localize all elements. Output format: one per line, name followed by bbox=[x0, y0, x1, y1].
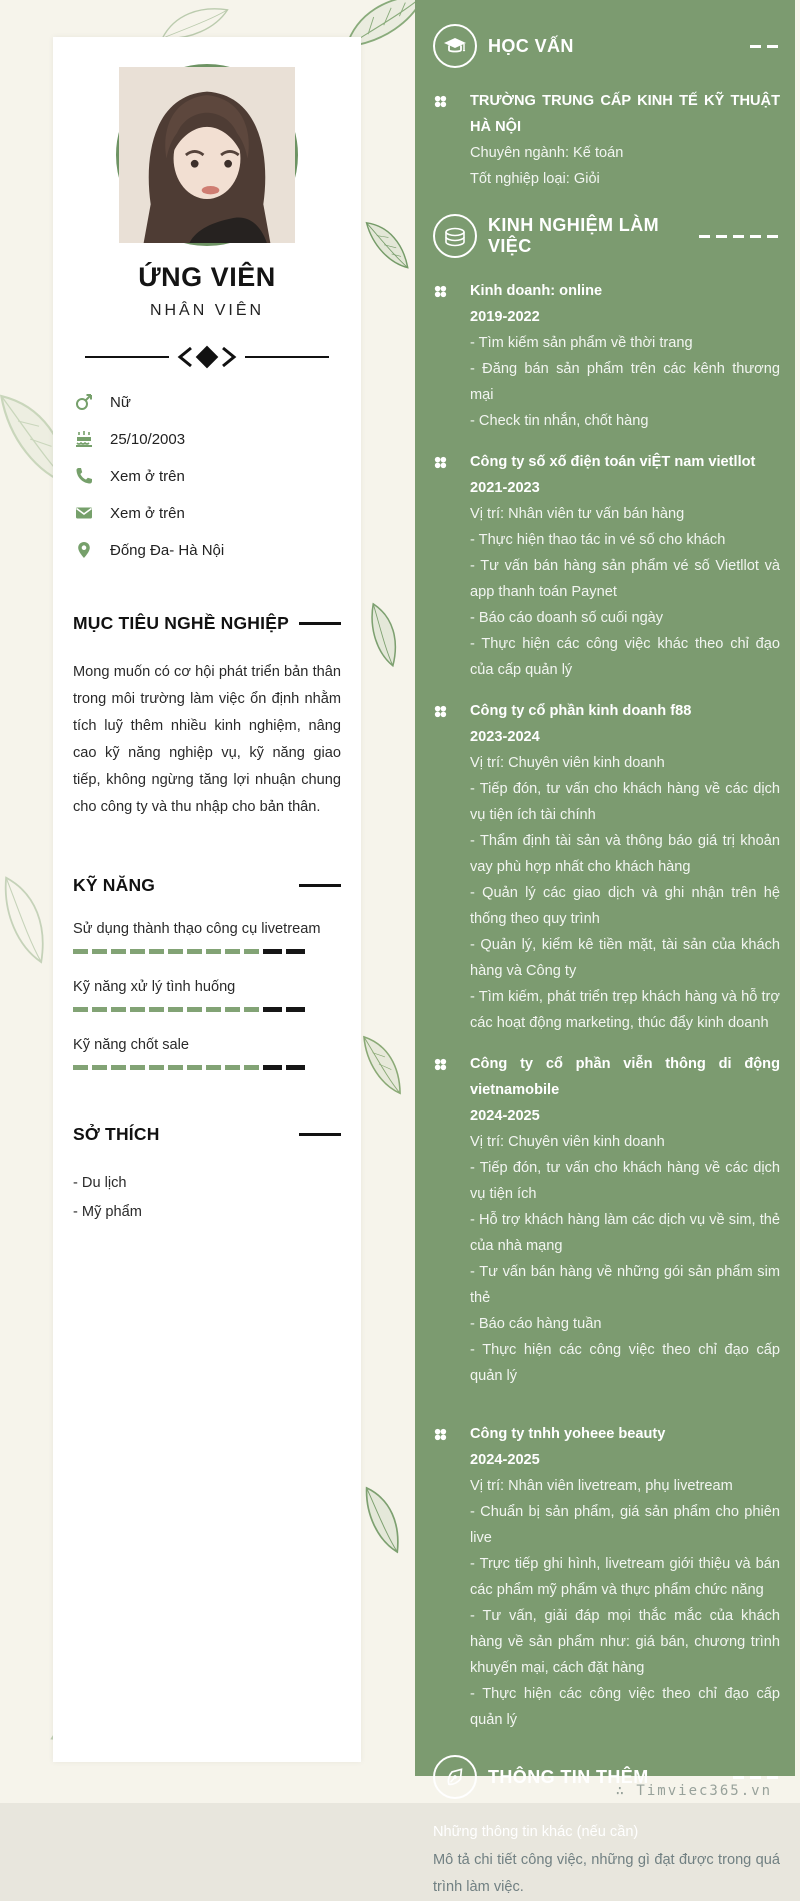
skill-segment-filled bbox=[244, 1065, 259, 1070]
dash bbox=[767, 45, 778, 48]
experience-lines bbox=[470, 1473, 780, 1733]
gender-icon bbox=[75, 393, 93, 411]
skill-segment-filled bbox=[168, 1007, 183, 1012]
hobbies-heading bbox=[73, 1124, 341, 1145]
graduation-cap-icon bbox=[433, 24, 477, 68]
text-line: - Tư vấn bán hàng về những gói sản phẩm sim thẻ bbox=[470, 1264, 780, 1306]
text-line: - Đăng bán sản phẩm trên các kênh thương mại bbox=[470, 361, 780, 403]
text-line: - Tìm kiếm, phát triển trẹp khách hàng và hỗ trợ các hoạt động marketing, thúc đẩy kinh doanh bbox=[470, 989, 780, 1031]
contact-value: Xem ở trên bbox=[110, 467, 185, 485]
dash bbox=[716, 235, 727, 238]
left-column-card bbox=[53, 37, 361, 1762]
skill-segment-filled bbox=[73, 1065, 88, 1070]
avatar bbox=[116, 64, 298, 246]
skill-segment-filled bbox=[244, 949, 259, 954]
experience-lines bbox=[470, 1129, 780, 1389]
section-title: HỌC VẤN bbox=[488, 35, 574, 56]
text-line: - Mỹ phẩm bbox=[73, 1204, 142, 1220]
email-icon bbox=[75, 504, 93, 522]
text-line: - Thẩm định tài sản và thông báo giá trị khoản vay phù hợp nhất cho khách hàng bbox=[470, 833, 780, 875]
text-line: - Tiếp đón, tư vấn cho khách hàng về các dịch vụ tiện ích tài chính bbox=[470, 781, 780, 823]
skill-segment-empty bbox=[286, 1065, 305, 1070]
contact-row-phone bbox=[73, 467, 341, 485]
clover-bullet-icon bbox=[433, 449, 470, 683]
skills-list bbox=[73, 916, 341, 1070]
heading-rule bbox=[299, 622, 341, 625]
dash bbox=[699, 235, 710, 238]
text-line: - Thực hiện các công việc khác theo chỉ đạo của cấp quản lý bbox=[470, 636, 780, 678]
experience-period: 2024-2025 bbox=[470, 1452, 540, 1468]
text-line: Vị trí: Nhân viên tư vấn bán hàng bbox=[470, 506, 685, 522]
text-line: Vị trí: Chuyên viên kinh doanh bbox=[470, 755, 665, 771]
skill-label: Sử dụng thành thạo công cụ livetream bbox=[73, 921, 321, 937]
dash bbox=[750, 235, 761, 238]
heading-rule bbox=[299, 1133, 341, 1136]
skill-segment-filled bbox=[149, 1007, 164, 1012]
skill-segment-filled bbox=[168, 949, 183, 954]
experience-period: 2024-2025 bbox=[470, 1108, 540, 1124]
text-line: Vị trí: Chuyên viên kinh doanh bbox=[470, 1134, 665, 1150]
skill-segment-filled bbox=[149, 1065, 164, 1070]
text-line: - Trực tiếp ghi hình, livetream giới thiệu và bán các phẩm mỹ phẩm và thực phẩm chức năng bbox=[470, 1556, 780, 1598]
pen-nib-icon bbox=[433, 1755, 477, 1799]
experience-period: 2019-2022 bbox=[470, 309, 540, 325]
phone-icon bbox=[75, 467, 93, 485]
avatar-illustration bbox=[119, 67, 295, 243]
text-line: - Du lịch bbox=[73, 1175, 127, 1191]
experience-period: 2021-2023 bbox=[470, 480, 540, 496]
skill-bar bbox=[73, 1007, 305, 1012]
birthday-icon bbox=[75, 430, 93, 448]
clover-bullet-icon bbox=[433, 1051, 470, 1389]
skill-segment-filled bbox=[92, 1007, 107, 1012]
experience-title: Công ty số xố điện toán viỆT nam vietllot bbox=[470, 454, 756, 470]
text-line: - Check tin nhắn, chốt hàng bbox=[470, 413, 649, 429]
section-title: KINH NGHIỆM LÀM VIỆC bbox=[488, 215, 659, 256]
skill-segment-filled bbox=[73, 1007, 88, 1012]
section-title: MỤC TIÊU NGHỀ NGHIỆP bbox=[73, 613, 289, 633]
experience-header bbox=[433, 214, 780, 258]
ornament-divider bbox=[85, 345, 329, 369]
dash bbox=[733, 1776, 744, 1779]
skill-item bbox=[73, 974, 341, 1012]
clover-bullet-icon bbox=[433, 1421, 470, 1733]
skill-segment-filled bbox=[111, 949, 126, 954]
skill-segment-filled bbox=[206, 949, 221, 954]
watermark: ∴ Timviec365.vn bbox=[615, 1783, 772, 1799]
text-line: - Thực hiện các công việc theo chỉ đạo cấp quản lý bbox=[470, 1342, 780, 1384]
experience-period: 2023-2024 bbox=[470, 729, 540, 745]
skill-segment-filled bbox=[225, 1007, 240, 1012]
skill-segment-empty bbox=[286, 1007, 305, 1012]
education-title: TRƯỜNG TRUNG CẤP KINH TẾ KỸ THUẬT HÀ NỘI bbox=[470, 93, 780, 135]
contact-row-email bbox=[73, 504, 341, 522]
skill-label: Kỹ năng xử lý tình huống bbox=[73, 979, 236, 995]
experience-title: Công ty cổ phần viễn thông di động vietnamobile bbox=[470, 1056, 780, 1098]
contact-list bbox=[73, 393, 341, 559]
section-title: THÔNG TIN THÊM bbox=[488, 1766, 649, 1787]
text-line: - Hỗ trợ khách hàng làm các dịch vụ về sim, thẻ của nhà mạng bbox=[470, 1212, 780, 1254]
clover-bullet-icon bbox=[433, 698, 470, 1036]
section-title: SỞ THÍCH bbox=[73, 1124, 160, 1144]
clover-bullet-icon bbox=[433, 88, 470, 192]
text-line: - Tìm kiếm sản phẩm về thời trang bbox=[470, 335, 693, 351]
skill-segment-filled bbox=[130, 949, 145, 954]
text-line: - Tiếp đón, tư vấn cho khách hàng về các dịch vụ tiện ích bbox=[470, 1160, 780, 1202]
experience-title: Công ty tnhh yoheee beauty bbox=[470, 1426, 666, 1442]
books-icon bbox=[433, 214, 477, 258]
text-line: Chuyên ngành: Kế toán bbox=[470, 145, 624, 161]
skill-bar bbox=[73, 949, 305, 954]
experience-entry bbox=[433, 278, 780, 434]
clover-bullet-icon bbox=[433, 278, 470, 434]
experience-entry bbox=[433, 698, 780, 1036]
header-dashes bbox=[693, 235, 778, 238]
contact-row-location bbox=[73, 541, 341, 559]
education-header bbox=[433, 24, 780, 68]
additional-placeholder: Mô tả chi tiết công việc, những gì đạt được trong quá trình làm việc. bbox=[433, 1852, 780, 1895]
skill-segment-empty bbox=[286, 949, 305, 954]
skill-bar bbox=[73, 1065, 305, 1070]
skill-label: Kỹ năng chốt sale bbox=[73, 1037, 190, 1053]
experience-entry bbox=[433, 1421, 780, 1733]
contact-value: Xem ở trên bbox=[110, 504, 185, 522]
dash bbox=[750, 45, 761, 48]
skill-segment-empty bbox=[263, 949, 282, 954]
hobby-list bbox=[73, 1169, 341, 1227]
text-line: - Quản lý các giao dịch và ghi nhận trên hệ thống theo quy trình bbox=[470, 885, 780, 927]
dash bbox=[733, 235, 744, 238]
candidate-name: ỨNG VIÊN bbox=[138, 262, 276, 292]
text-line: - Báo cáo hàng tuần bbox=[470, 1316, 602, 1332]
skill-segment-filled bbox=[111, 1065, 126, 1070]
section-title: KỸ NĂNG bbox=[73, 875, 156, 895]
experience-title: Công ty cổ phần kinh doanh f88 bbox=[470, 703, 692, 719]
text-line: - Quản lý, kiểm kê tiền mặt, tài sản của khách hàng và Công ty bbox=[470, 937, 780, 979]
additional-subtitle: Những thông tin khác (nếu cần) bbox=[433, 1824, 639, 1840]
experience-title: Kinh doanh: online bbox=[470, 283, 603, 299]
dash bbox=[767, 1776, 778, 1779]
objective-text: Mong muốn có cơ hội phát triển bản thân trong môi trường làm việc ổn định nhằm tích luỹ thêm nhiều kinh nghiệm, nâng cao kỹ năng nghiệp vụ, kỹ năng giao tiếp, không ngừng tăng lợi nhuận chung cho công ty và thu nhập cho bản thân. bbox=[73, 664, 341, 815]
text-line: Vị trí: Nhân viên livetream, phụ livetream bbox=[470, 1478, 733, 1494]
skill-segment-empty bbox=[263, 1007, 282, 1012]
header-dashes bbox=[727, 1776, 778, 1779]
experience-lines bbox=[470, 330, 780, 434]
skill-item bbox=[73, 1032, 341, 1070]
text-line: - Báo cáo doanh số cuối ngày bbox=[470, 610, 664, 626]
skill-segment-filled bbox=[225, 1065, 240, 1070]
contact-value: Nữ bbox=[110, 393, 131, 411]
candidate-title: NHÂN VIÊN bbox=[149, 302, 265, 319]
skill-segment-filled bbox=[130, 1007, 145, 1012]
text-line: - Chuẩn bị sản phẩm, giá sản phẩm cho phiên live bbox=[470, 1504, 780, 1546]
location-icon bbox=[75, 541, 93, 559]
skill-segment-filled bbox=[92, 1065, 107, 1070]
skill-segment-filled bbox=[244, 1007, 259, 1012]
skill-segment-filled bbox=[225, 949, 240, 954]
contact-row-gender bbox=[73, 393, 341, 411]
skill-segment-filled bbox=[206, 1007, 221, 1012]
skill-segment-empty bbox=[263, 1065, 282, 1070]
contact-value: 25/10/2003 bbox=[110, 430, 186, 448]
skill-item bbox=[73, 916, 341, 954]
skill-segment-filled bbox=[149, 949, 164, 954]
contact-row-birthday bbox=[73, 430, 341, 448]
skill-segment-filled bbox=[168, 1065, 183, 1070]
text-line: Tốt nghiệp loại: Giỏi bbox=[470, 171, 600, 187]
skill-segment-filled bbox=[92, 949, 107, 954]
text-line: - Thực hiện thao tác in vé số cho khách bbox=[470, 532, 726, 548]
skill-segment-filled bbox=[206, 1065, 221, 1070]
skill-segment-filled bbox=[187, 1007, 202, 1012]
dash bbox=[750, 1776, 761, 1779]
diamond-ornament-icon bbox=[175, 345, 239, 369]
experience-entry bbox=[433, 449, 780, 683]
skills-heading bbox=[73, 875, 341, 896]
skill-segment-filled bbox=[73, 949, 88, 954]
heading-rule bbox=[299, 884, 341, 887]
dash bbox=[767, 235, 778, 238]
contact-value: Đống Đa- Hà Nội bbox=[110, 541, 225, 559]
skill-segment-filled bbox=[187, 1065, 202, 1070]
experience-lines bbox=[470, 501, 780, 683]
header-dashes bbox=[744, 45, 778, 48]
text-line: - Thực hiện các công việc theo chỉ đạo cấp quản lý bbox=[470, 1686, 780, 1728]
skill-segment-filled bbox=[111, 1007, 126, 1012]
text-line: - Tư vấn, giải đáp mọi thắc mắc của khách hàng về sản phẩm như: giá bán, chương trình khuyến mại, cách đặt hàng bbox=[470, 1608, 780, 1676]
education-entry bbox=[433, 88, 780, 192]
experience-lines bbox=[470, 750, 780, 1036]
education-lines bbox=[470, 140, 780, 192]
skill-segment-filled bbox=[130, 1065, 145, 1070]
objective-heading bbox=[73, 613, 341, 634]
skill-segment-filled bbox=[187, 949, 202, 954]
experience-entry bbox=[433, 1051, 780, 1389]
text-line: - Tư vấn bán hàng sản phẩm vé số Vietllot và app thanh toán Paynet bbox=[470, 558, 780, 600]
